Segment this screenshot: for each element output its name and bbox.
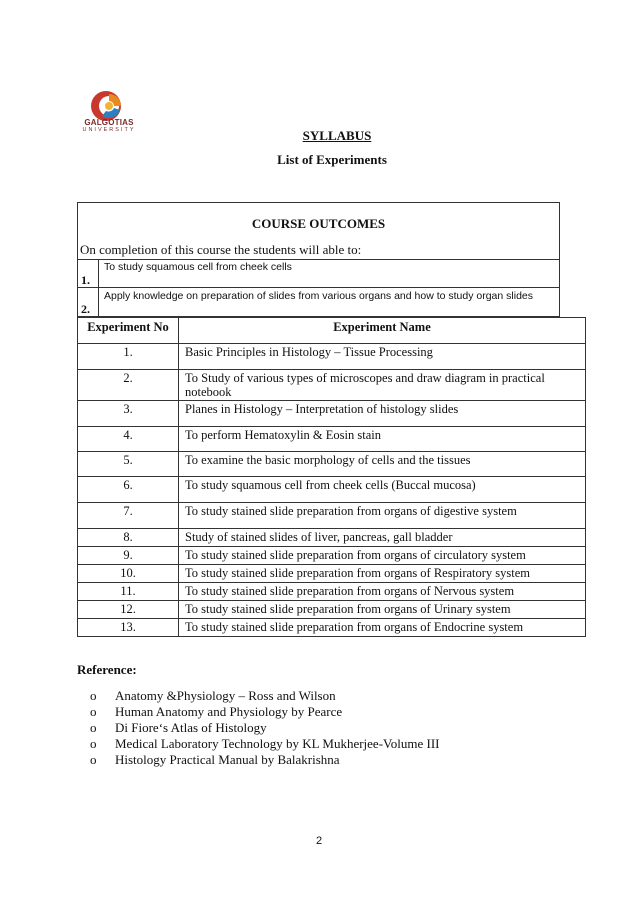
header-experiment-no: Experiment No [78,318,179,344]
reference-title: Reference: [77,662,137,677]
list-item [90,752,439,768]
reference-text: Human Anatomy and Physiology by Pearce [115,704,343,719]
syllabus-heading: SYLLABUS [302,128,372,143]
table-row [78,547,586,565]
table-header-row [78,318,586,344]
experiment-no: 3. [78,401,179,427]
bullet: o [90,704,97,719]
experiment-no: 10. [78,565,179,583]
reference-text: Di Fiore‘s Atlas of Histology [115,720,267,735]
logo-subtitle: UNIVERSITY [82,127,136,133]
experiment-name: To study stained slide preparation from organs of circulatory system [179,547,586,565]
experiment-name: To perform Hematoxylin & Eosin stain [179,427,586,452]
experiment-name: To examine the basic morphology of cells and the tissues [179,452,586,477]
bullet: o [90,688,97,703]
experiment-name: Basic Principles in Histology – Tissue Processing [179,344,586,370]
header-experiment-name: Experiment Name [179,318,586,344]
list-item [90,704,439,720]
course-outcome-text: To study squamous cell from cheek cells [104,261,292,273]
experiment-no: 11. [78,583,179,601]
table-row [78,619,586,637]
experiment-no: 7. [78,503,179,529]
experiment-name: To Study of various types of microscopes and draw diagram in practical notebook [179,370,586,401]
table-row [78,529,586,547]
reference-text: Histology Practical Manual by Balakrishna [115,752,340,767]
table-row [78,452,586,477]
course-outcome-text: Apply knowledge on preparation of slides from various organs and how to study organ slides [104,290,533,302]
reference-text: Anatomy &Physiology – Ross and Wilson [115,688,336,703]
experiment-no: 4. [78,427,179,452]
bullet: o [90,720,97,735]
logo-name: GALGOTIAS [84,118,134,127]
experiment-no: 13. [78,619,179,637]
list-item [90,736,439,752]
list-item [90,688,439,704]
experiment-no: 5. [78,452,179,477]
table-row [78,565,586,583]
experiments-table [77,317,586,637]
table-row [78,401,586,427]
bullet: o [90,736,97,751]
course-outcome-number: 1. [81,273,90,287]
course-outcome-divider [98,259,99,317]
list-heading: List of Experiments [277,152,387,167]
experiment-name: To study squamous cell from cheek cells (Buccal mucosa) [179,477,586,503]
bullet: o [90,752,97,767]
experiment-name: To study stained slide preparation from organs of Urinary system [179,601,586,619]
experiment-no: 9. [78,547,179,565]
experiment-no: 1. [78,344,179,370]
course-outcomes-intro: On completion of this course the students will able to: [80,242,362,257]
list-item [90,720,439,736]
experiment-no: 6. [78,477,179,503]
experiment-name: To study stained slide preparation from organs of Respiratory system [179,565,586,583]
table-row [78,583,586,601]
experiment-no: 12. [78,601,179,619]
table-row [78,601,586,619]
page-number: 2 [315,835,323,847]
reference-text: Medical Laboratory Technology by KL Mukherjee-Volume III [115,736,440,751]
table-row [78,503,586,529]
table-row [78,370,586,401]
table-row [78,344,586,370]
experiment-name: Planes in Histology – Interpretation of histology slides [179,401,586,427]
experiment-name: To study stained slide preparation from organs of Nervous system [179,583,586,601]
experiment-name: To study stained slide preparation from organs of Endocrine system [179,619,586,637]
experiment-no: 8. [78,529,179,547]
course-outcomes-title: COURSE OUTCOMES [251,216,386,231]
table-row [78,427,586,452]
table-row [78,477,586,503]
experiment-name: To study stained slide preparation from organs of digestive system [179,503,586,529]
experiment-name: Study of stained slides of liver, pancreas, gall bladder [179,529,586,547]
experiment-no: 2. [78,370,179,401]
reference-list [90,688,439,768]
course-outcome-number: 2. [81,302,90,316]
